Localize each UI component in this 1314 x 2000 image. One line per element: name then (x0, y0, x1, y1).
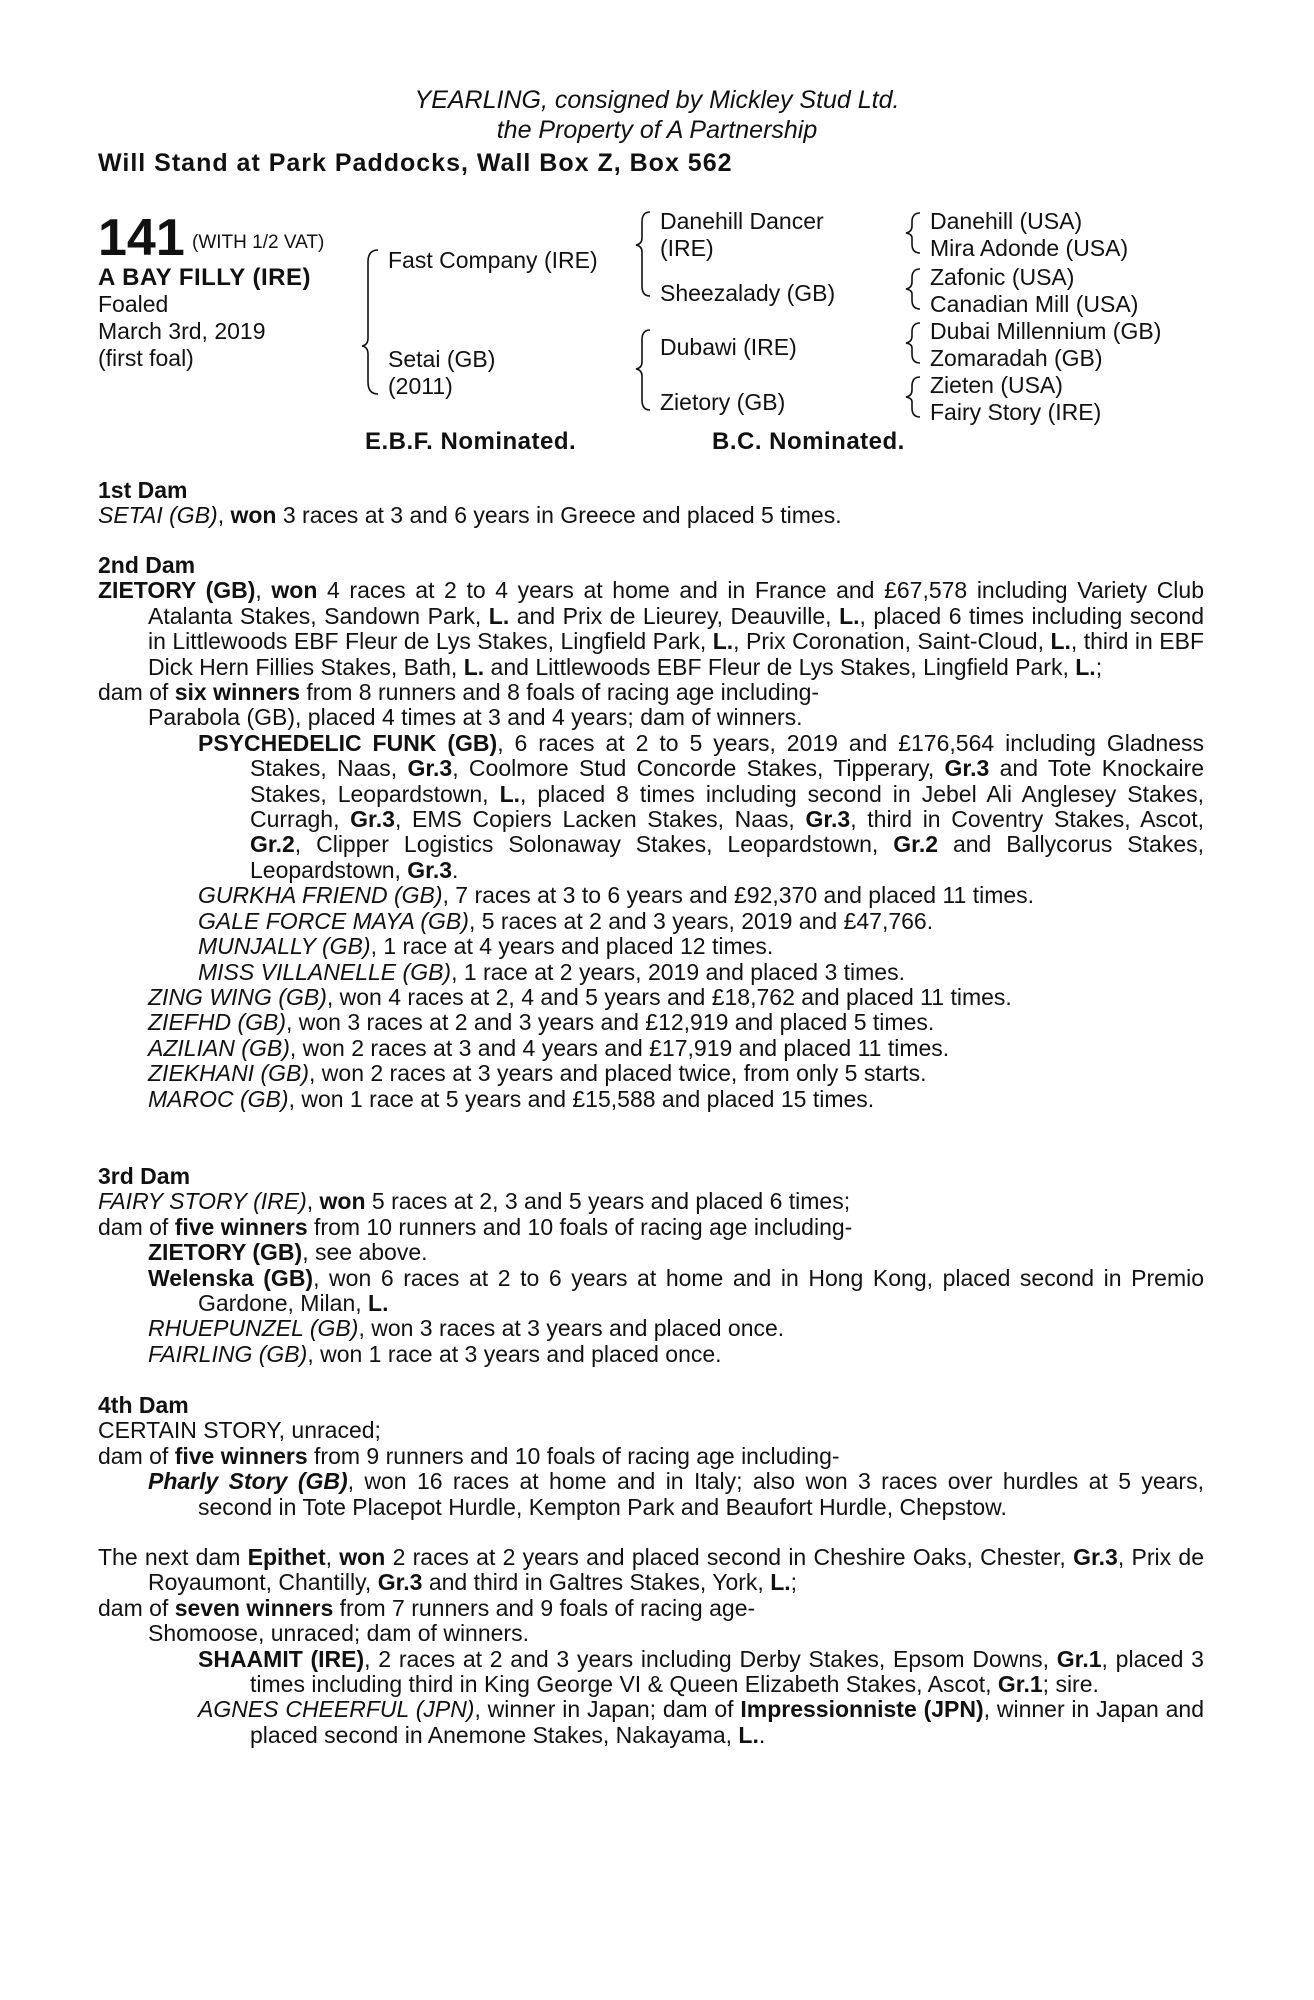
produce-zietory (98, 1240, 1204, 1265)
foal-note: (first foal) (98, 345, 194, 371)
produce-azilian (98, 1036, 1204, 1061)
third-dam-name: FAIRY STORY (IRE) (98, 1188, 307, 1215)
pedigree-g6: Zomaradah (GB) (930, 345, 1103, 371)
text: , won 4 races at 2, 4 and 5 years and £18,762 and placed 11 times. (326, 983, 1012, 1010)
winners-count: seven winners (174, 1594, 334, 1621)
horse-name: MAROC (GB) (148, 1085, 289, 1112)
next-dam-produce-line (98, 1596, 1204, 1621)
pedigree-dam-dam: Zietory (GB) (660, 389, 786, 415)
won-label: won (319, 1188, 366, 1215)
text: dam of (98, 1213, 175, 1240)
horse-name: MISS VILLANELLE (GB) (198, 958, 452, 985)
text: ; (790, 1569, 798, 1596)
text: and third in Galtres Stakes, York, (422, 1569, 771, 1596)
group-label: Gr.1 (997, 1671, 1043, 1698)
text: , 2 races at 2 and 3 years including Derby Stakes, Epsom Downs, (364, 1645, 1057, 1672)
next-dam-section (98, 1545, 1204, 1748)
horse-name: Pharly Story (GB) (148, 1468, 348, 1495)
third-dam-section (98, 1164, 1204, 1367)
text: , placed 8 times including second in Jebel Ali Anglesey Stakes, Curragh, (250, 780, 1204, 833)
horse-name: GURKHA FRIEND (GB) (198, 882, 443, 909)
text: and Littlewoods EBF Fleur de Lys Stakes, Lingfield Park, (484, 653, 1076, 680)
horse-name: ZIETORY (GB) (148, 1239, 303, 1266)
ebf-nominated: E.B.F. Nominated. (365, 428, 577, 455)
group-label: Gr.3 (805, 806, 851, 833)
listed-label: L. (463, 653, 485, 680)
produce-munjally (98, 934, 1204, 959)
pedigree-sire-sire-line2: (IRE) (660, 235, 714, 261)
lot-name: A BAY FILLY (IRE) (98, 264, 311, 291)
text: , won 1 race at 5 years and £15,588 and placed 15 times. (288, 1085, 875, 1112)
produce-pharly-story (98, 1469, 1204, 1520)
horse-name: FAIRLING (GB) (148, 1340, 308, 1367)
text: , 5 races at 2 and 3 years, 2019 and £47,766. (468, 907, 934, 934)
third-dam-heading: 3rd Dam (98, 1163, 191, 1189)
second-dam-name: ZIETORY (GB) (98, 577, 256, 604)
listed-label: L. (712, 628, 734, 655)
horse-name: ZING WING (GB) (148, 983, 327, 1010)
produce-ziefhd (98, 1010, 1204, 1035)
text: , third in EBF Dick Hern Fillies Stakes, Bath, (148, 628, 1204, 680)
next-dam-text: The next dam Epithet, won 2 races at 2 years and placed second in Cheshire Oaks, Chester, Gr.3, Prix de Royaumont, Chantilly, Gr.3 and third in Galtres Stakes, York, L.; (98, 1544, 1204, 1596)
bracket-gen2-bottom (636, 330, 650, 410)
text: , won 2 races at 3 and 4 years and £17,919 and placed 11 times. (289, 1034, 950, 1061)
winners-count: five winners (174, 1442, 308, 1469)
text: 2 races at 2 years and placed second in Cheshire Oaks, Chester, (385, 1544, 1074, 1570)
text: from 8 runners and 8 foals of racing age including- (300, 679, 820, 706)
produce-welenska (98, 1266, 1204, 1317)
horse-name: RHUEPUNZEL (GB) (148, 1315, 359, 1342)
group-label: Gr.3 (377, 1569, 423, 1596)
property-line: the Property of A Partnership (496, 116, 818, 144)
won-label: won (339, 1544, 386, 1570)
produce-ziekhani (98, 1061, 1204, 1086)
horse-name: AGNES CHEERFUL (JPN) (198, 1696, 475, 1723)
pedigree-sire: Fast Company (IRE) (388, 247, 598, 273)
text: , won 16 races at home and in Italy; also won 3 races over hurdles at 5 years, second in Tote Placepot Hurdle, Kempton Park and Beaufort Hurdle, Chepstow. (198, 1468, 1204, 1520)
text: from 10 runners and 10 foals of racing age including- (307, 1213, 853, 1240)
fourth-dam-text: CERTAIN STORY, unraced; (98, 1417, 381, 1444)
text: . (452, 856, 459, 883)
horse-name: GALE FORCE MAYA (GB) (198, 907, 469, 934)
text: The next dam (98, 1544, 248, 1570)
consignor-line: YEARLING, consigned by Mickley Stud Ltd. (414, 86, 900, 114)
bracket-gen3-3 (906, 323, 920, 363)
fourth-dam-heading: 4th Dam (98, 1392, 189, 1418)
group-label: Gr.3 (350, 806, 395, 833)
produce-psychedelic-funk (98, 731, 1204, 883)
pedigree-g7: Zieten (USA) (930, 372, 1063, 398)
bracket-gen3-1 (906, 213, 920, 253)
pedigree-dam-sire: Dubawi (IRE) (660, 334, 797, 360)
bracket-gen3-4 (906, 377, 920, 417)
text: , Prix Coronation, Saint-Cloud, (733, 628, 1051, 655)
pedigree-dam-year: (2011) (388, 373, 453, 399)
third-dam-produce-line (98, 1215, 1204, 1240)
first-dam-record: 3 races at 3 and 6 years in Greece and placed 5 times. (276, 502, 842, 529)
text: dam of (98, 1594, 175, 1621)
pedigree-brackets (0, 0, 1314, 460)
second-dam-text: ZIETORY (GB), won 4 races at 2 to 4 years at home and in France and £67,578 including Variety Club Atalanta Stakes, Sandown Park, L. and Prix de Lieurey, Deauville, L., placed 6 times including second in Littlewoods EBF Fleur de Lys Stakes, Lingfield Park, L., Prix Coronation, Saint-Cloud, L., third in EBF Dick Hern Fillies Stakes, Bath, L. and Littlewoods EBF Fleur de Lys Stakes, Lingfield Park, L.; (98, 577, 1204, 680)
pedigree-sire-sire-line1: Danehill Dancer (660, 208, 824, 234)
produce-parabola: Parabola (GB), placed 4 times at 3 and 4 years; dam of winners. (148, 704, 803, 731)
produce-gale-force-maya (98, 909, 1204, 934)
stabling-line: Will Stand at Park Paddocks, Wall Box Z, Box 562 (98, 149, 733, 177)
produce-rhuepunzel (98, 1316, 1204, 1341)
produce-miss-villanelle (98, 960, 1204, 985)
listed-label: L. (499, 780, 521, 807)
horse-name: PSYCHEDELIC FUNK (GB) (198, 729, 498, 756)
text: ; (1095, 653, 1103, 680)
second-dam-heading: 2nd Dam (98, 552, 196, 578)
text: . (758, 1721, 766, 1748)
text: dam of (98, 1442, 175, 1469)
text: , placed 3 times including third in King George VI & Queen Elizabeth Stakes, Ascot, (250, 1645, 1204, 1698)
horse-name: ZIEFHD (GB) (148, 1009, 286, 1036)
third-dam-text: FAIRY STORY (IRE), won 5 races at 2, 3 and 5 years and placed 6 times; (98, 1188, 851, 1215)
fourth-dam-produce-line (98, 1444, 1204, 1469)
text: , placed 6 times including second in Littlewoods EBF Fleur de Lys Stakes, Lingfield Park, (148, 602, 1204, 655)
text: dam of (98, 679, 175, 706)
text: , winner in Japan and placed second in Anemone Stakes, Nakayama, (250, 1696, 1204, 1748)
produce-maroc (98, 1087, 1204, 1112)
pedigree-g1: Danehill (USA) (930, 208, 1083, 234)
first-dam-name: SETAI (GB) (98, 502, 218, 529)
pedigree-g3: Zafonic (USA) (930, 264, 1075, 290)
group-label: Gr.3 (944, 755, 990, 782)
text: 4 races at 2 to 4 years at home and in France and £67,578 including Variety Club Atalanta Stakes, Sandown Park, (148, 577, 1204, 629)
second-dam-section (98, 553, 1204, 1112)
text: and Tote Knockaire Stakes, Leopardstown, (250, 755, 1204, 807)
text: , won 3 races at 3 years and placed once. (358, 1315, 785, 1342)
produce-fairling (98, 1342, 1204, 1367)
bracket-gen2-top (636, 212, 650, 296)
text: ; sire. (1042, 1671, 1099, 1698)
group-label: Gr.2 (250, 831, 295, 858)
text: and Ballycorus Stakes, Leopardstown, (250, 831, 1205, 883)
produce-gurkha-friend (98, 883, 1204, 908)
group-label: Gr.3 (407, 856, 453, 883)
text: , won 1 race at 3 years and placed once. (307, 1340, 722, 1367)
horse-name: SHAAMIT (IRE) (198, 1645, 365, 1672)
group-label: Gr.3 (1073, 1544, 1118, 1570)
text: , Coolmore Stud Concorde Stakes, Tipperary, (452, 755, 945, 782)
first-dam-section (98, 478, 1204, 529)
pedigree-dam-name: Setai (GB) (388, 346, 496, 372)
listed-label: L. (368, 1290, 389, 1317)
group-label: Gr.2 (893, 831, 939, 858)
winners-count: five winners (174, 1213, 308, 1240)
text: , won 6 races at 2 to 6 years at home and in Hong Kong, placed second in Premio Gardone, Milan, (198, 1264, 1204, 1317)
pedigree-dam (388, 346, 495, 400)
text: , see above. (302, 1239, 428, 1266)
next-dam-name: Epithet (247, 1544, 326, 1570)
produce-shaamit (98, 1647, 1204, 1698)
horse-name: Impressionniste (JPN) (740, 1696, 984, 1723)
first-dam-heading: 1st Dam (98, 477, 188, 503)
text: and Prix de Lieurey, Deauville, (509, 602, 840, 629)
text: , won 3 races at 2 and 3 years and £12,919 and placed 5 times. (286, 1009, 935, 1036)
group-label: Gr.3 (407, 755, 453, 782)
vat-note: (WITH 1/2 VAT) (192, 232, 325, 253)
pedigree-g2: Mira Adonde (USA) (930, 235, 1129, 261)
text: 5 races at 2, 3 and 5 years and placed 6 times; (365, 1188, 851, 1215)
horse-name: AZILIAN (GB) (148, 1034, 290, 1061)
text: , 1 race at 2 years, 2019 and placed 3 times. (451, 958, 905, 985)
won-label: won (230, 502, 277, 529)
won-label: won (271, 577, 318, 604)
listed-label: L. (738, 1721, 759, 1748)
first-dam-text: SETAI (GB), won 3 races at 3 and 6 years in Greece and placed 5 times. (98, 502, 842, 529)
text: , 1 race at 4 years and placed 12 times. (370, 933, 774, 960)
listed-label: L. (1075, 653, 1096, 680)
text: , EMS Copiers Lacken Stakes, Naas, (394, 806, 806, 833)
pedigree-g8: Fairy Story (IRE) (930, 399, 1102, 425)
text: , 7 races at 3 to 6 years and £92,370 and placed 11 times. (442, 882, 1035, 909)
group-label: Gr.1 (1056, 1645, 1102, 1672)
bc-nominated: B.C. Nominated. (712, 428, 905, 455)
produce-agnes-cheerful (98, 1697, 1204, 1748)
listed-label: L. (839, 602, 860, 629)
listed-label: L. (770, 1569, 791, 1596)
text: , Prix de Royaumont, Chantilly, (148, 1544, 1204, 1596)
text: , Clipper Logistics Solonaway Stakes, Leopardstown, (294, 831, 894, 858)
text: from 9 runners and 10 foals of racing age including- (307, 1442, 840, 1469)
text: , third in Coventry Stakes, Ascot, (850, 806, 1205, 833)
foaled-label: Foaled (98, 291, 169, 317)
pedigree-sire-dam: Sheezalady (GB) (660, 280, 836, 306)
pedigree-sire-sire (660, 208, 824, 262)
foaled-date: March 3rd, 2019 (98, 318, 266, 344)
listed-label: L. (1050, 628, 1071, 655)
second-dam-produce-line (98, 680, 1204, 705)
pedigree-g5: Dubai Millennium (GB) (930, 318, 1162, 344)
horse-name: ZIEKHANI (GB) (148, 1060, 310, 1087)
text: , winner in Japan; dam of (474, 1696, 741, 1723)
pedigree-g4: Canadian Mill (USA) (930, 291, 1139, 317)
produce-shomoose: Shomoose, unraced; dam of winners. (148, 1620, 529, 1647)
listed-label: L. (488, 602, 510, 629)
text: from 7 runners and 9 foals of racing age- (333, 1594, 756, 1621)
bracket-gen3-2 (906, 269, 920, 309)
winners-count: six winners (174, 679, 300, 706)
horse-name: MUNJALLY (GB) (198, 933, 371, 960)
text: , won 2 races at 3 years and placed twice, from only 5 starts. (309, 1060, 927, 1087)
text: , 6 races at 2 to 5 years, 2019 and £176,564 including Gladness Stakes, Naas, (250, 729, 1205, 782)
fourth-dam-section (98, 1393, 1204, 1520)
produce-zing-wing (98, 985, 1204, 1010)
lot-number: 141 (98, 209, 185, 267)
horse-name: Welenska (GB) (148, 1264, 314, 1291)
bracket-gen1 (362, 250, 378, 394)
